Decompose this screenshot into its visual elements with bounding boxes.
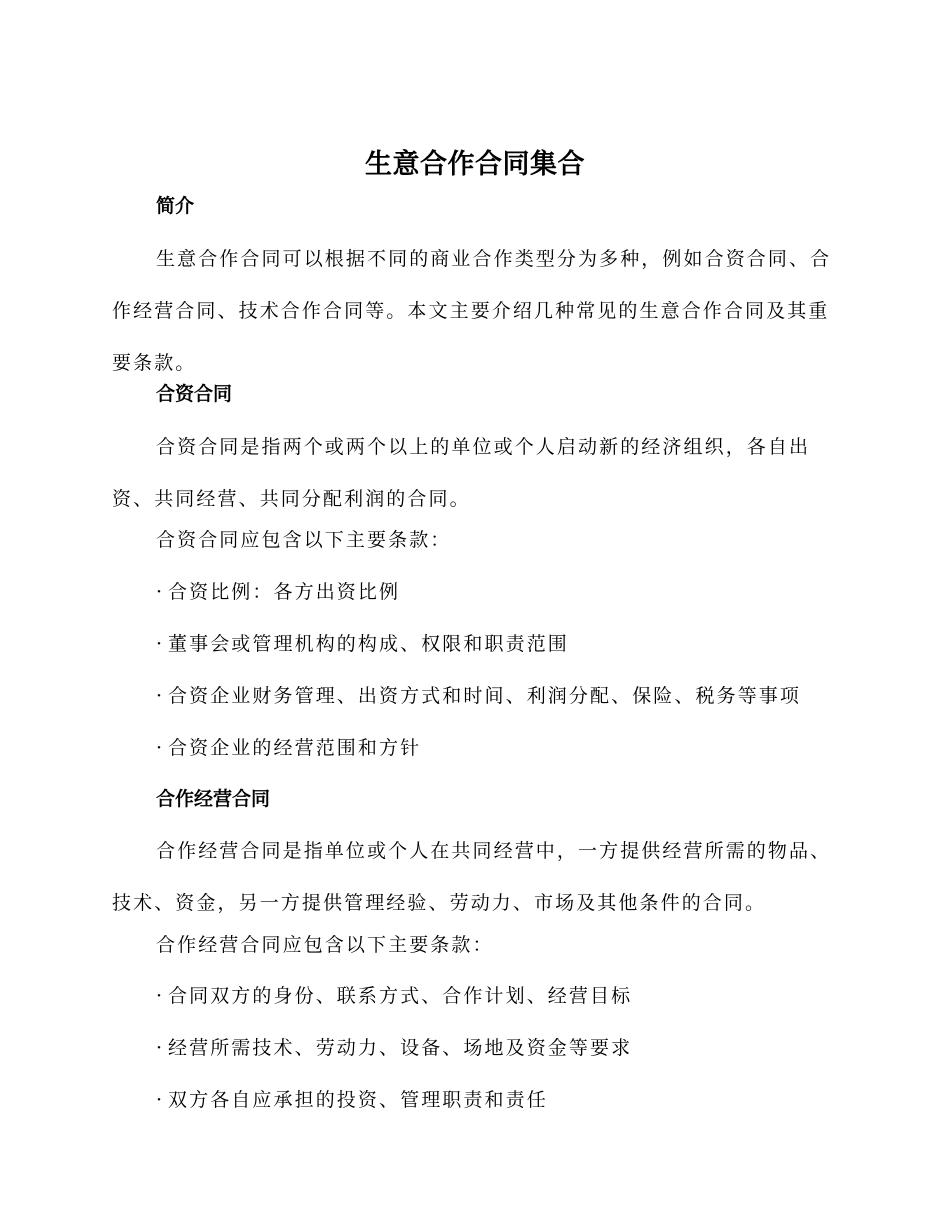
list-item-text: 合同双方的身份、联系方式、合作计划、经营目标 xyxy=(168,985,633,1007)
bullet-icon: · xyxy=(156,737,163,759)
intro-paragraph: 生意合作合同可以根据不同的商业合作类型分为多种，例如合资合同、合作经营合同、技术合作合同等。本文主要介绍几种常见的生意合作合同及其重要条款。 xyxy=(112,248,832,374)
list-item xyxy=(156,629,569,659)
joint-venture-paragraph: 合资合同是指两个或两个以上的单位或个人启动新的经济组织，各自出资、共同经营、共同分配利润的合同。 xyxy=(112,436,811,510)
list-item xyxy=(156,1085,548,1115)
joint-venture-lead: 合资合同应包含以下主要条款： xyxy=(156,529,452,551)
bullet-icon: · xyxy=(156,581,163,603)
list-item-text: 合资比例：各方出资比例 xyxy=(168,581,401,603)
bullet-icon: · xyxy=(156,1037,163,1059)
list-item xyxy=(156,733,421,763)
section-heading-intro: 简介 xyxy=(156,195,195,217)
section-heading-cooperative-operation: 合作经营合同 xyxy=(156,788,271,810)
bullet-icon: · xyxy=(156,1089,163,1111)
bullet-icon: · xyxy=(156,685,163,707)
list-item-text: 合资企业的经营范围和方针 xyxy=(168,737,422,759)
list-item-text: 董事会或管理机构的构成、权限和职责范围 xyxy=(168,633,569,655)
list-item-text: 合资企业财务管理、出资方式和时间、利润分配、保险、税务等事项 xyxy=(168,685,802,707)
list-item xyxy=(156,1033,632,1063)
list-item xyxy=(156,577,400,607)
section-heading-joint-venture: 合资合同 xyxy=(156,383,233,405)
list-item-text: 经营所需技术、劳动力、设备、场地及资金等要求 xyxy=(168,1037,633,1059)
bullet-icon: · xyxy=(156,985,163,1007)
list-item xyxy=(156,681,801,711)
cooperative-operation-lead: 合作经营合同应包含以下主要条款： xyxy=(156,934,494,956)
document-title: 生意合作合同集合 xyxy=(365,149,585,180)
list-item xyxy=(156,981,632,1011)
bullet-icon: · xyxy=(156,633,163,655)
list-item-text: 双方各自应承担的投资、管理职责和责任 xyxy=(168,1089,548,1111)
cooperative-operation-paragraph: 合作经营合同是指单位或个人在共同经营中，一方提供经营所需的物品、技术、资金，另一方提供管理经验、劳动力、市场及其他条件的合同。 xyxy=(112,840,832,914)
